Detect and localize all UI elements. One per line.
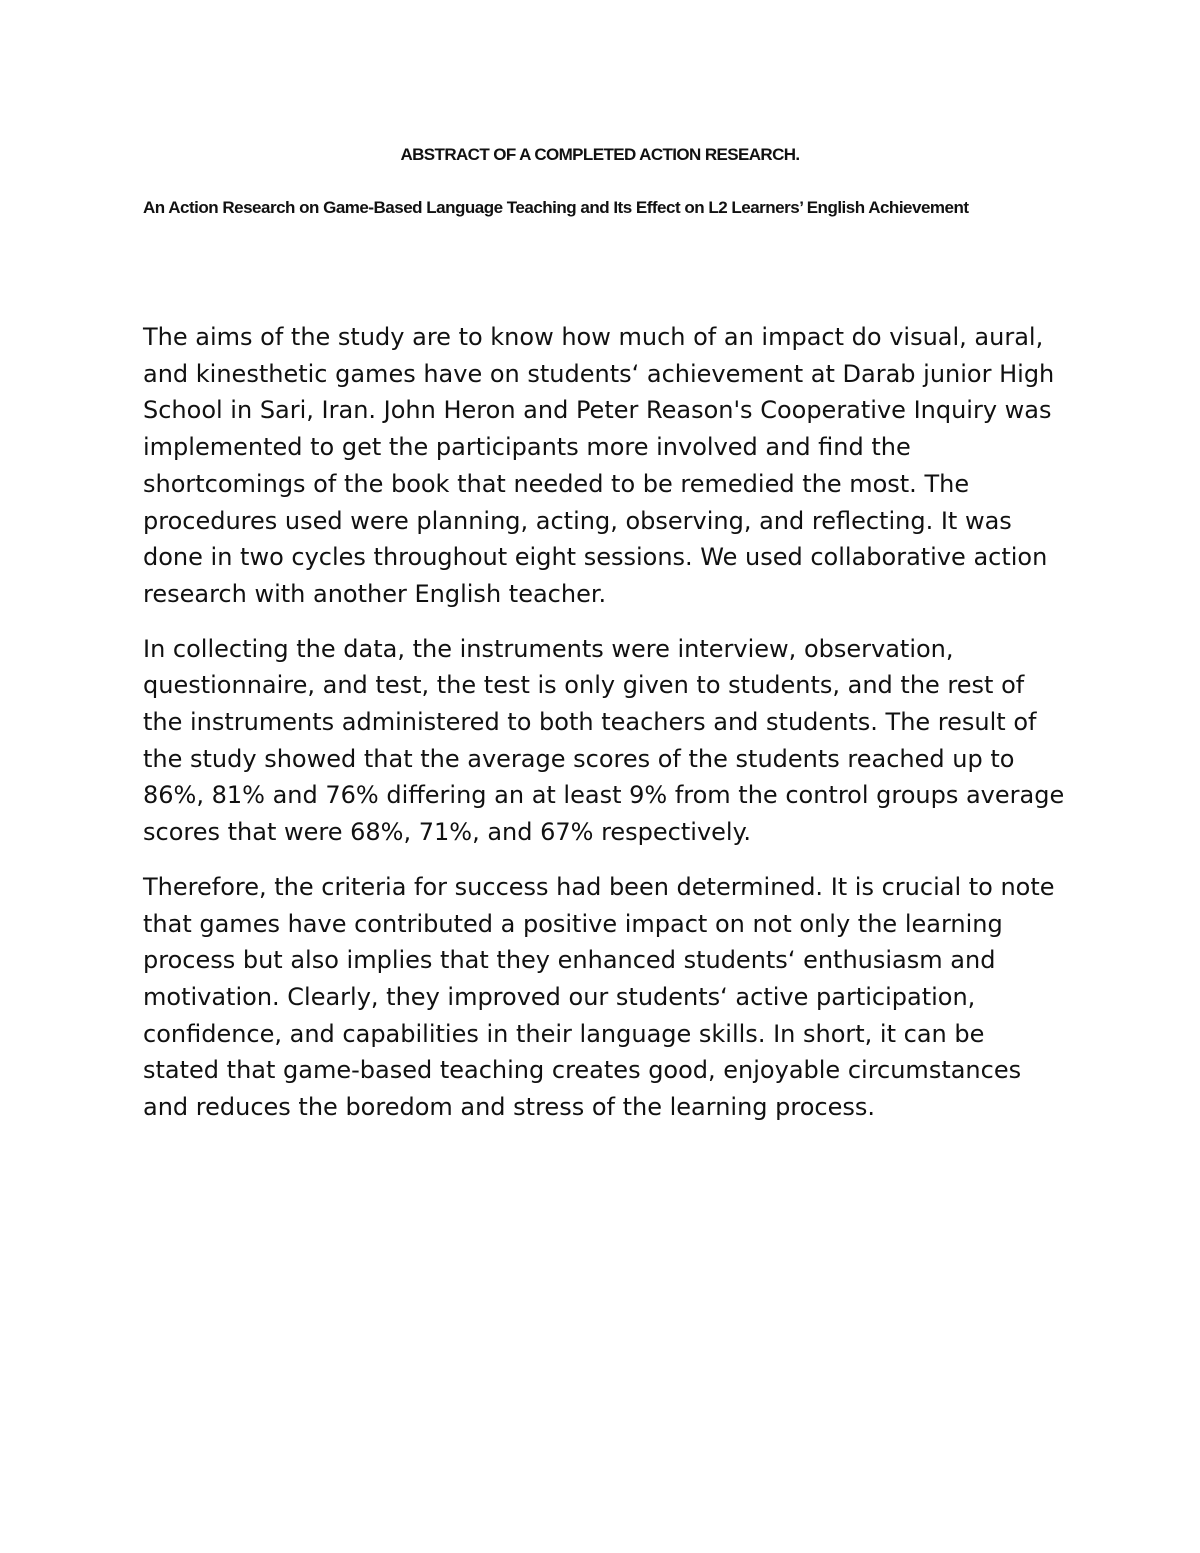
abstract-paragraph-data-collection: In collecting the data, the instruments were interview, observation, questionnaire, and test, the test is only given to students, and the rest of the instruments administered to both teachers and students. The result of the study showed that the average scores of the students reached up to 86%, 81% and 76% differing an at least 9% from the control groups average scores that were 68%, 71%, and 67% respectively. [143,634,1065,847]
abstract-paragraph-conclusion: Therefore, the criteria for success had been determined. It is crucial to note that games have contributed a positive impact on not only the learning process but also implies that they enhanced students‘ enthusiasm and motivation. Clearly, they improved our students‘ active participation, confidence, and capabilities in their language skills. In short, it can be stated that game-based teaching creates good, enjoyable circumstances and reduces the boredom and stress of the learning process. [143,872,1055,1122]
abstract-paragraph-aims: The aims of the study are to know how much of an impact do visual, aural, and kinesthetic games have on students‘ achievement at Darab junior High School in Sari, Iran. John Heron and Peter Reason's Cooperative Inquiry was implemented to get the participants more involved and find the shortcomings of the book that needed to be remedied the most. The procedures used were planning, acting, observing, and reflecting. It was done in two cycles throughout eight sessions. We used collaborative action research with another English teacher. [143,323,1055,608]
research-title: An Action Research on Game-Based Language Teaching and Its Effect on L2 Learners’ English Achievement [143,198,969,217]
document-heading: ABSTRACT OF A COMPLETED ACTION RESEARCH. [400,145,800,164]
abstract-body [143,319,1068,1144]
